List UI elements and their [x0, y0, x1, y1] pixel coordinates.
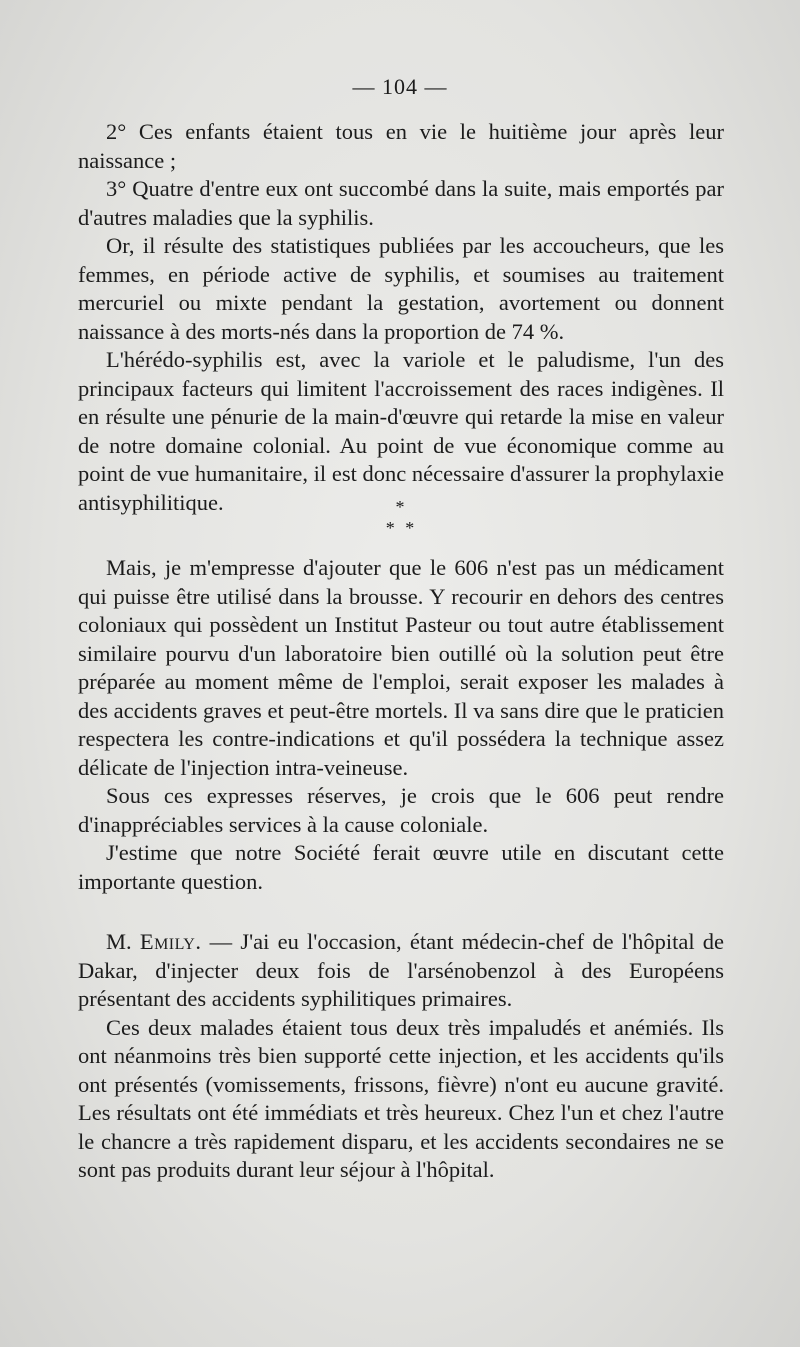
asterism-bottom: * * — [385, 518, 415, 538]
speaker-text: — J'ai eu l'occasion, étant médecin-chef de l'hôpital de Dakar, d'injecter deux fois de l'arsénobenzol à des Européens présentant des accidents syphilitiques primaires. — [78, 929, 724, 1011]
asterism-top: * — [395, 497, 405, 517]
paragraph-heredo-syphilis: L'hérédo-syphilis est, avec la variole et le paludisme, l'un des principaux facteurs qui limitent l'accroissement des races indigènes. Il en résulte une pénurie de la main-d'œuvre qui retarde la mise en valeur de notre domaine colonial. Au point de vue économique comme au point de vue humanitaire, il est donc nécessaire d'assurer la prophylaxie antisyphilitique. — [78, 347, 724, 515]
text-block-middle — [78, 554, 724, 896]
list-item-2-number: 2° — [106, 119, 127, 144]
text-block-top — [78, 118, 724, 517]
page-number: — 104 — — [352, 74, 448, 99]
list-item-2 — [78, 118, 724, 175]
paragraph-statistics: Or, il résulte des statistiques publiées par les accoucheurs, que les femmes, en période active de syphilis, et soumises au traitement mercuriel ou mixte pendant la gestation, avortement ou donnent naissance à des morts-nés dans la proportion de 74 %. — [78, 233, 724, 344]
paragraph-606-warning: Mais, je m'empresse d'ajouter que le 606 n'est pas un médicament qui puisse être utilisé dans la brousse. Y recourir en dehors des centres coloniaux qui possèdent un Institut Pasteur ou tout autre établissement similaire pourvu d'un laboratoire bien outillé où la solution peut être préparée au moment même de l'emploi, serait exposer les malades à des accidents graves et peut-être mortels. Il va sans dire que le praticien respectera les contre-indications et qu'il possédera la technique assez délicate de l'injection intra-veineuse. — [78, 555, 724, 780]
list-item-3-number: 3° — [106, 176, 127, 201]
list-item-2-text: Ces enfants étaient tous en vie le huitième jour après leur naissance ; — [78, 119, 724, 173]
speaker-name: Emily. — [139, 929, 202, 954]
text-block-bottom — [78, 928, 724, 1185]
speaker-paragraph — [78, 928, 724, 1014]
list-item-3 — [78, 175, 724, 232]
paragraph-societe: J'estime que notre Société ferait œuvre utile en discutant cette importante question. — [78, 840, 724, 894]
paragraph-two-patients: Ces deux malades étaient tous deux très impaludés et anémiés. Ils ont néanmoins très bien supporté cette injection, et les accidents qu'ils ont présentés (vomissements, frissons, fièvre) n'ont eu aucune gravité. Les résultats ont été immédiats et très heureux. Chez l'un et chez l'autre le chancre a très rapidement disparu, et les accidents secondaires ne se sont pas produits durant leur séjour à l'hôpital. — [78, 1014, 724, 1182]
paragraph-reserves: Sous ces expresses réserves, je crois que le 606 peut rendre d'inappréciables services à la cause coloniale. — [78, 783, 724, 837]
speaker-prefix: M. — [106, 929, 132, 954]
list-item-3-text: Quatre d'entre eux ont succombé dans la suite, mais emportés par d'autres maladies que la syphilis. — [78, 176, 724, 230]
